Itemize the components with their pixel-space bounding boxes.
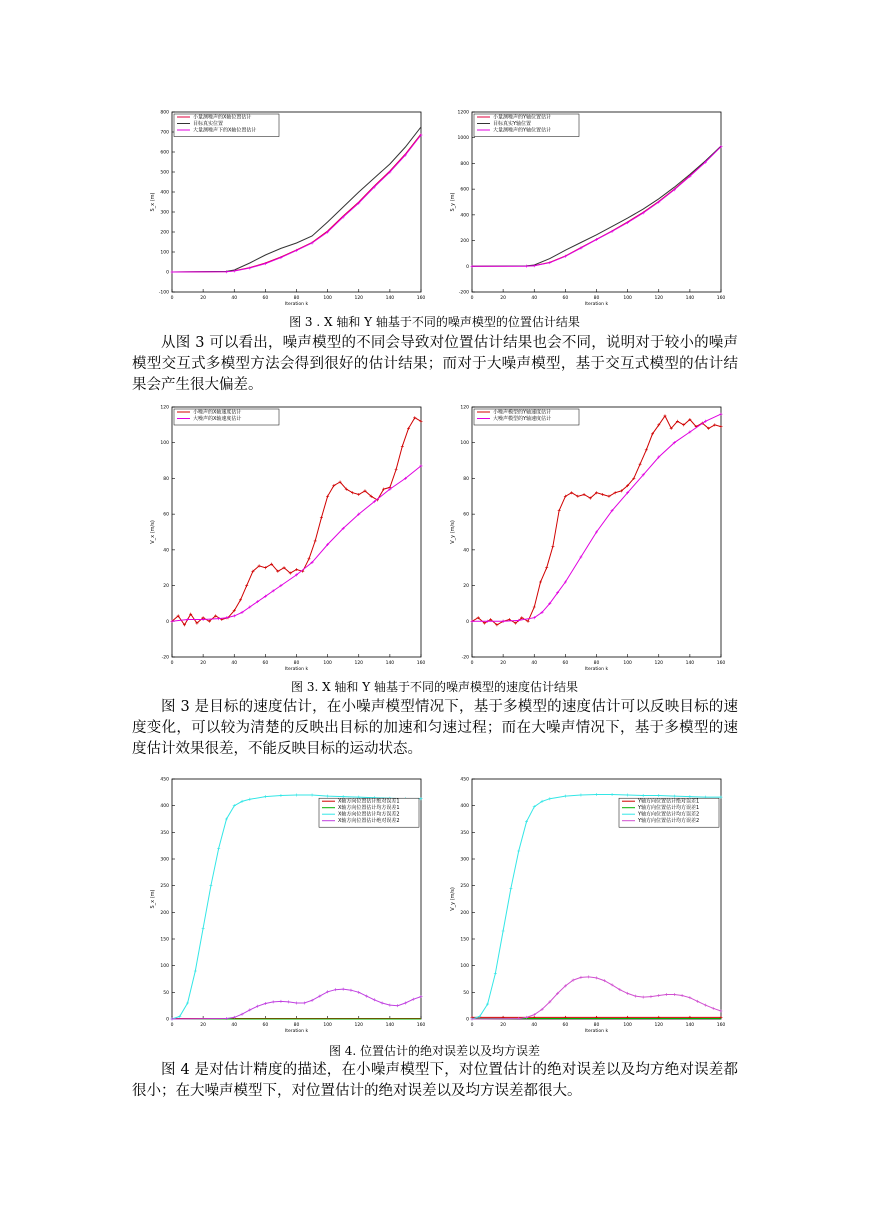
- y-tick-label: 350: [460, 830, 469, 836]
- y-tick-label: 20: [463, 584, 469, 590]
- x-tick-label: 20: [500, 1023, 506, 1028]
- y-axis-label: S_x (m): [150, 889, 156, 909]
- x-tick-label: 100: [323, 661, 332, 666]
- x-tick-label: 60: [562, 661, 569, 666]
- chart-x-velocity: [132, 403, 427, 673]
- x-tick-label: 20: [200, 661, 206, 666]
- x-tick-label: 0: [470, 296, 474, 301]
- x-tick-label: 160: [716, 296, 726, 301]
- x-axis-label: Iteration k: [284, 1029, 309, 1034]
- legend-label: Y轴方向位置估计均方误差2: [638, 811, 700, 818]
- y-tick-label: -100: [158, 290, 169, 296]
- y-tick-label: 450: [160, 777, 169, 783]
- x-tick-label: 60: [262, 661, 269, 666]
- legend-label: X轴方向位置估计均方误差1: [338, 805, 400, 812]
- y-tick-label: 0: [166, 270, 169, 276]
- chart-y-position: [432, 108, 727, 308]
- y-tick-label: 500: [160, 170, 169, 176]
- x-tick-label: 140: [685, 661, 695, 666]
- y-tick-label: 200: [160, 230, 169, 236]
- x-tick-label: 120: [654, 661, 664, 666]
- x-axis-label: Iteration k: [584, 302, 609, 307]
- x-tick-label: 40: [231, 1023, 238, 1028]
- x-tick-label: 140: [385, 1023, 395, 1028]
- x-tick-label: 160: [416, 1023, 426, 1028]
- x-tick-label: 40: [231, 661, 238, 666]
- x-tick-label: 100: [623, 661, 632, 666]
- y-tick-label: 0: [466, 1017, 469, 1023]
- x-tick-label: 80: [593, 296, 600, 301]
- legend-label: X轴方向位置估计绝对误差1: [338, 798, 400, 805]
- y-tick-label: 20: [163, 584, 169, 590]
- x-tick-label: 0: [170, 296, 174, 301]
- x-tick-label: 160: [416, 296, 426, 301]
- y-tick-label: 450: [460, 777, 469, 783]
- x-tick-label: 160: [716, 1023, 726, 1028]
- legend-label: Y轴方向位置估计均方误差1: [638, 805, 700, 812]
- x-tick-label: 140: [385, 296, 395, 301]
- y-tick-label: 100: [160, 964, 169, 970]
- legend-label: 大量测噪声的Y轴位置估计: [493, 127, 552, 134]
- x-tick-label: 60: [562, 296, 569, 301]
- y-tick-label: 800: [160, 110, 169, 116]
- figure-caption-3a: 图 3 . X 轴和 Y 轴基于不同的噪声模型的位置估计结果: [289, 315, 580, 329]
- y-tick-label: -20: [161, 655, 169, 661]
- legend-label: X轴方向位置估计绝对误差2: [338, 818, 400, 825]
- y-tick-label: 1200: [457, 110, 469, 116]
- x-axis-label: Iteration k: [584, 1029, 609, 1034]
- y-tick-label: 400: [160, 804, 169, 810]
- y-tick-label: 200: [460, 910, 469, 916]
- y-axis-label: V_x (m/s): [150, 520, 156, 544]
- x-tick-label: 0: [470, 1023, 474, 1028]
- y-tick-label: 400: [460, 213, 469, 219]
- y-tick-label: 600: [460, 187, 469, 193]
- y-tick-label: 150: [460, 937, 469, 943]
- x-tick-label: 140: [685, 1023, 695, 1028]
- paragraph-2: 图 3 是目标的速度估计，在小噪声模型情况下，基于多模型的速度估计可以反映目标的速度变化，可以较为清楚的反映出目标的加速和匀速过程；而在大噪声情况下，基于多模型的速度估计效果很差，不能反映目标的运动状态。: [132, 699, 738, 757]
- x-tick-label: 0: [170, 1023, 174, 1028]
- y-tick-label: 350: [160, 830, 169, 836]
- y-tick-label: -20: [461, 655, 469, 661]
- y-tick-label: 0: [466, 619, 469, 625]
- x-tick-label: 120: [654, 296, 664, 301]
- chart-svg: [432, 403, 727, 673]
- y-tick-label: 200: [460, 239, 469, 245]
- chart-x-position: [132, 108, 427, 308]
- x-tick-label: 100: [323, 1023, 332, 1028]
- legend-label: 小噪声模型的Y轴速度估计: [493, 409, 552, 416]
- chart-x-error: [132, 775, 427, 1035]
- legend-label: X轴方向位置估计均方误差2: [338, 811, 400, 818]
- y-tick-label: 80: [463, 476, 469, 482]
- y-tick-label: 600: [160, 150, 169, 156]
- x-tick-label: 20: [500, 661, 506, 666]
- x-tick-label: 20: [200, 1023, 206, 1028]
- y-tick-label: 400: [160, 190, 169, 196]
- y-tick-label: 100: [160, 441, 169, 447]
- y-tick-label: 250: [460, 884, 469, 890]
- legend-label: 大量测噪声下的X轴位置估计: [193, 127, 257, 134]
- y-tick-label: 50: [463, 990, 469, 996]
- legend-label: Y轴方向位置估计均方误差2: [638, 818, 700, 825]
- y-tick-label: 50: [163, 990, 169, 996]
- legend-label: Y轴方向位置估计绝对误差1: [638, 798, 700, 805]
- x-tick-label: 80: [593, 1023, 600, 1028]
- y-tick-label: 200: [160, 910, 169, 916]
- y-axis-label: V_y (m/s): [450, 520, 456, 544]
- y-tick-label: 40: [463, 548, 469, 554]
- chart-svg: [132, 775, 427, 1035]
- x-tick-label: 40: [231, 296, 238, 301]
- legend-label: 大噪声的X轴速度估计: [193, 416, 242, 422]
- legend-label: 小噪声的X轴速度估计: [193, 409, 242, 416]
- x-tick-label: 160: [716, 661, 726, 666]
- x-tick-label: 140: [385, 661, 395, 666]
- x-tick-label: 0: [470, 661, 474, 666]
- paragraph-1: 从图 3 可以看出，噪声模型的不同会导致对位置估计结果也会不同，说明对于较小的噪声模型交互式多模型方法会得到很好的估计结果；而对于大噪声模型，基于交互式模型的估计结果会产生很大偏差。: [132, 335, 738, 393]
- x-tick-label: 20: [500, 296, 506, 301]
- x-tick-label: 0: [170, 661, 174, 666]
- x-tick-label: 100: [323, 296, 332, 301]
- y-tick-label: 0: [166, 1017, 169, 1023]
- y-tick-label: 60: [163, 512, 169, 518]
- paragraph-3: 图 4 是对估计精度的描述，在小噪声模型下，对位置估计的绝对误差以及均方绝对误差都很小；在大噪声模型下，对位置估计的绝对误差以及均方误差都很大。: [132, 1062, 738, 1099]
- legend-label: 目标真实位置: [193, 121, 224, 127]
- x-tick-label: 40: [531, 661, 538, 666]
- legend-label: 目标真实Y轴位置: [493, 121, 532, 127]
- legend-label: 小量测噪声的X轴位置估计: [193, 114, 252, 121]
- x-tick-label: 80: [293, 1023, 300, 1028]
- y-tick-label: 120: [160, 405, 169, 411]
- y-tick-label: 40: [163, 548, 169, 554]
- x-tick-label: 100: [623, 296, 632, 301]
- x-tick-label: 60: [262, 1023, 269, 1028]
- y-tick-label: 700: [160, 130, 169, 136]
- plot-area: [172, 112, 421, 292]
- x-tick-label: 40: [531, 296, 538, 301]
- x-tick-label: 120: [354, 661, 364, 666]
- y-tick-label: 60: [463, 512, 469, 518]
- x-tick-label: 40: [531, 1023, 538, 1028]
- x-axis-label: Iteration k: [284, 667, 309, 672]
- y-tick-label: 100: [160, 250, 169, 256]
- y-tick-label: 400: [460, 804, 469, 810]
- y-axis-label: V_y (m/s): [450, 887, 456, 911]
- y-tick-label: 100: [460, 964, 469, 970]
- y-tick-label: 300: [160, 210, 169, 216]
- chart-y-velocity: [432, 403, 727, 673]
- x-tick-label: 160: [416, 661, 426, 666]
- chart-y-error: [432, 775, 727, 1035]
- y-axis-label: S_y (m): [450, 192, 456, 212]
- x-tick-label: 80: [593, 661, 600, 666]
- x-axis-label: Iteration k: [584, 667, 609, 672]
- chart-svg: [132, 403, 427, 673]
- x-axis-label: Iteration k: [284, 302, 309, 307]
- x-tick-label: 60: [562, 1023, 569, 1028]
- y-tick-label: 1000: [457, 136, 469, 142]
- chart-svg: [432, 108, 727, 308]
- y-tick-label: 80: [163, 476, 169, 482]
- y-tick-label: 0: [466, 264, 469, 270]
- x-tick-label: 120: [354, 1023, 364, 1028]
- figure-caption-3b: 图 3. X 轴和 Y 轴基于不同的噪声模型的速度估计结果: [291, 680, 578, 694]
- figure-caption-4: 图 4. 位置估计的绝对误差以及均方误差: [328, 1044, 541, 1058]
- x-tick-label: 80: [293, 296, 300, 301]
- y-tick-label: 0: [166, 619, 169, 625]
- y-tick-label: 100: [460, 441, 469, 447]
- y-tick-label: 800: [460, 161, 469, 167]
- plot-area: [472, 112, 721, 292]
- y-tick-label: -200: [458, 290, 469, 296]
- y-tick-label: 300: [160, 857, 169, 863]
- y-tick-label: 300: [460, 857, 469, 863]
- legend-label: 小量测噪声的Y轴位置估计: [493, 114, 552, 121]
- x-tick-label: 120: [654, 1023, 664, 1028]
- chart-svg: [432, 775, 727, 1035]
- x-tick-label: 140: [685, 296, 695, 301]
- y-axis-label: S_x (m): [150, 192, 156, 212]
- chart-svg: [132, 108, 427, 308]
- y-tick-label: 250: [160, 884, 169, 890]
- x-tick-label: 60: [262, 296, 269, 301]
- legend-label: 大噪声模型的Y轴速度估计: [493, 416, 552, 422]
- x-tick-label: 100: [623, 1023, 632, 1028]
- x-tick-label: 120: [354, 296, 364, 301]
- x-tick-label: 20: [200, 296, 206, 301]
- y-tick-label: 150: [160, 937, 169, 943]
- y-tick-label: 120: [460, 405, 469, 411]
- x-tick-label: 80: [293, 661, 300, 666]
